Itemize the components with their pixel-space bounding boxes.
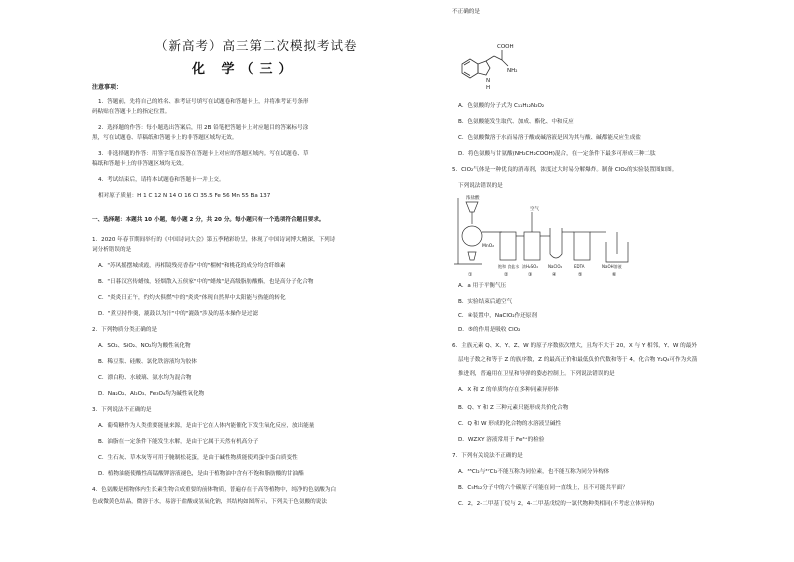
- notice-title: 注意事项：: [92, 84, 123, 91]
- cooh-label: COOH: [497, 44, 514, 50]
- q5-option-d: D．⑤的作用是吸收 ClO₂: [458, 327, 521, 333]
- q7-option-b: B．C₅H₁₂分子中的六个碳原子可能在同一直线上，且不可能共平面？: [458, 485, 628, 491]
- q6-option-b: B．Q、Y 和 Z 三种元素只能形成共价化合物: [458, 405, 569, 411]
- q6-option-c: C．Q 和 W 形成的化合物的水溶液呈碱性: [458, 421, 562, 427]
- n-label: N: [486, 78, 491, 84]
- exam-subtitle: 化 学（三）: [192, 62, 298, 77]
- number-label: ③: [528, 272, 533, 278]
- notice-line: 稿纸和答题卡上的非答题区域均无效。: [92, 161, 188, 167]
- q3-stem: 3．下列说法不正确的是: [92, 407, 152, 413]
- air-label: 空气: [530, 207, 539, 212]
- exam-title: （新高考）高三第二次模拟考试卷: [155, 38, 358, 53]
- q2-option-b: B．稀豆浆、硅酸、氯化铁溶液均为胶体: [98, 359, 197, 365]
- bottle2-label: 饱和 食盐水: [498, 264, 520, 269]
- notice-line: 1．答题前，先将自己的姓名、准考证号填写在试题卷和答题卡上，并将准考证号条形: [98, 99, 309, 105]
- q1-option-d: D．"煮豆持作羹，漉鼓以为汁"中的"漉鼓"涉及的基本操作是过滤: [98, 311, 259, 317]
- q7-option-c: C．2，2-二甲基丁烷与 2，4-二甲基戊烷的一氯代物种类相同(不考虑立体异构): [458, 501, 655, 507]
- q1-stem: 1．2020 年春节期间举行的《中国诗词大会》第五季精彩纷呈，体现了中国诗词博大精深，下列诗: [92, 237, 336, 243]
- notice-line: 黑，写在试题卷、草稿纸和答题卡上的非答题区域均无效。: [92, 135, 238, 141]
- q4-option-d: D．将色氨酸与甘氨酸(NH₂CH₂COOH)混合，在一定条件下最多可形成三种二肽: [458, 151, 656, 157]
- number-label: ④: [552, 272, 557, 278]
- q4-continuation: 不正确的是: [452, 9, 480, 15]
- bottle5-label: EDTA: [574, 264, 585, 269]
- atomic-mass-line: 相对原子质量：H 1 C 12 N 14 O 16 Cl 35.5 Fe 56 Mn 55 Ba 137: [98, 193, 271, 199]
- apparatus-diagram: [452, 192, 662, 278]
- notice-line: 2．选择题的作答：每小题选出答案后，用 2B 铅笔把答题卡上对应题目的答案标号涂: [98, 125, 309, 131]
- bottle4-label: NaClO₂: [548, 264, 563, 269]
- q1-stem: 词分析错误的是: [92, 247, 132, 253]
- q5-stem: 下列说法错误的是: [458, 183, 503, 189]
- q7-stem: 7．下列有关说法不正确的是: [452, 453, 523, 459]
- q2-option-c: C．漂白粉、水玻璃、氨水均为混合物: [98, 375, 192, 381]
- q5-stem: 5．ClO₂气体是一种优良的消毒剂，浓度过大时易分解爆炸。制备 ClO₂的实验装置图如图。: [452, 167, 678, 173]
- q4-stem: 4．色氨酸是植物体内生长素生物合成重要的前体物质，普遍存在于高等植物中，纯净的色氨酸为白: [92, 487, 337, 493]
- q3-option-d: D．植物油能使酸性高锰酸钾溶液褪色，是由于植物油中含有不饱和脂肪酸的甘油酯: [98, 471, 304, 477]
- bottle6-label: NaOH溶液: [602, 264, 622, 269]
- q3-option-a: A．葡萄糖作为人类重要能量来源，是由于它在人体内能催化下发生氧化反应，放出能量: [98, 423, 315, 429]
- notice-line: 3．非选择题的作答：用签字笔直接答在答题卡上对应的答题区域内。写在试题卷、草: [98, 151, 309, 157]
- notice-line: 码粘贴在答题卡上的指定位置。: [92, 109, 171, 115]
- q4-option-b: B．色氨酸能发生取代、加成、酯化、中和反应: [458, 119, 574, 125]
- q2-option-a: A．SO₂、SiO₂、NO₂均为酸性氧化物: [98, 343, 191, 349]
- number-label: ①: [468, 272, 473, 278]
- q6-stem: 推进剂，普遍用在卫星和导弹的姿态控制上。下列说法错误的是: [458, 371, 615, 377]
- reagent-label: 浓盐酸: [466, 196, 480, 201]
- notice-line: 4．考试结束后，请将本试题卷和答题卡一并上交。: [98, 177, 225, 183]
- number-label: ⑥: [612, 272, 617, 278]
- section-heading: 一、选择题：本题共 10 小题，每小题 2 分，共 20 分。每小题只有一个选项符合题目要求。: [92, 217, 325, 223]
- nh2-label: NH₂: [507, 68, 518, 74]
- q6-option-d: D．WZXY 溶液常用于 Fe³⁺的检验: [458, 437, 545, 443]
- q6-stem: 层电子数之和等于 Z 的族序数，Z 的最高正价和最低负价代数和等于 4，化合物 Y₂Q₄可作为火箭: [458, 357, 698, 363]
- mno2-label: MnO₂: [482, 244, 495, 249]
- q2-option-d: D．Na₂O₂、Al₂O₃、Fe₃O₄均为碱性氧化物: [98, 391, 205, 397]
- q7-option-a: A．³⁵Cl₂与³⁷Cl₂不能互称为同位素，也不能互称为同分异构体: [458, 469, 610, 475]
- q1-option-c: C．"炎炎日正午，灼灼火俱燃"中的"炎炎"体现自然界中太阳能与热能的转化: [98, 295, 286, 301]
- bottle3-label: 浓H₂SO₄: [522, 264, 538, 269]
- q4-option-a: A．色氨酸的分子式为 C₁₁H₁₂N₂O₂: [458, 103, 545, 109]
- q4-stem: 色或微黄色结晶，微溶于水，易溶于盐酸或氢氧化钠，其结构如图所示，下列关于色氨酸的说法: [92, 499, 327, 505]
- q4-option-c: C．色氨酸微溶于水而易溶于酸或碱溶液是因为其与酸、碱都能反应生成盐: [458, 135, 641, 141]
- h-label: H: [486, 85, 491, 91]
- number-label: ⑤: [578, 272, 583, 278]
- q6-stem: 6．主族元素 Q、X、Y、Z、W 的原子序数依次增大，且均不大于 20，X 与 Y 相邻，Y、W 的最外: [452, 343, 697, 349]
- q5-option-c: C．④装置中，NaClO₂作还原剂: [458, 313, 537, 319]
- tryptophan-structure: [452, 40, 532, 96]
- q5-option-a: A．a 用于平衡气压: [458, 283, 507, 289]
- q3-option-c: C．生石灰、草木灰等可用于腌制松花蛋，是由于碱性物质能使鸡蛋中蛋白质变性: [98, 455, 298, 461]
- q3-option-b: B．油脂在一定条件下能发生水解，是由于它属于天然有机高分子: [98, 439, 259, 445]
- q5-option-b: B．实验结束后通空气: [458, 299, 513, 305]
- number-label: ②: [504, 272, 509, 278]
- q1-option-b: B．"日暮汉宫传蜡烛，轻烟散入五侯家"中的"蜡烛"是高级脂肪酸酯，也是高分子化合物: [98, 279, 314, 285]
- q2-stem: 2．下列物质分类正确的是: [92, 327, 158, 333]
- q1-option-a: A．"苏风摇摆城成霞，再相镜残亮香春"中的"榴树"和桃花的成分均含纤维素: [98, 263, 286, 269]
- q6-option-a: A．X 和 Z 的单质均存在多种同素异形体: [458, 387, 559, 393]
